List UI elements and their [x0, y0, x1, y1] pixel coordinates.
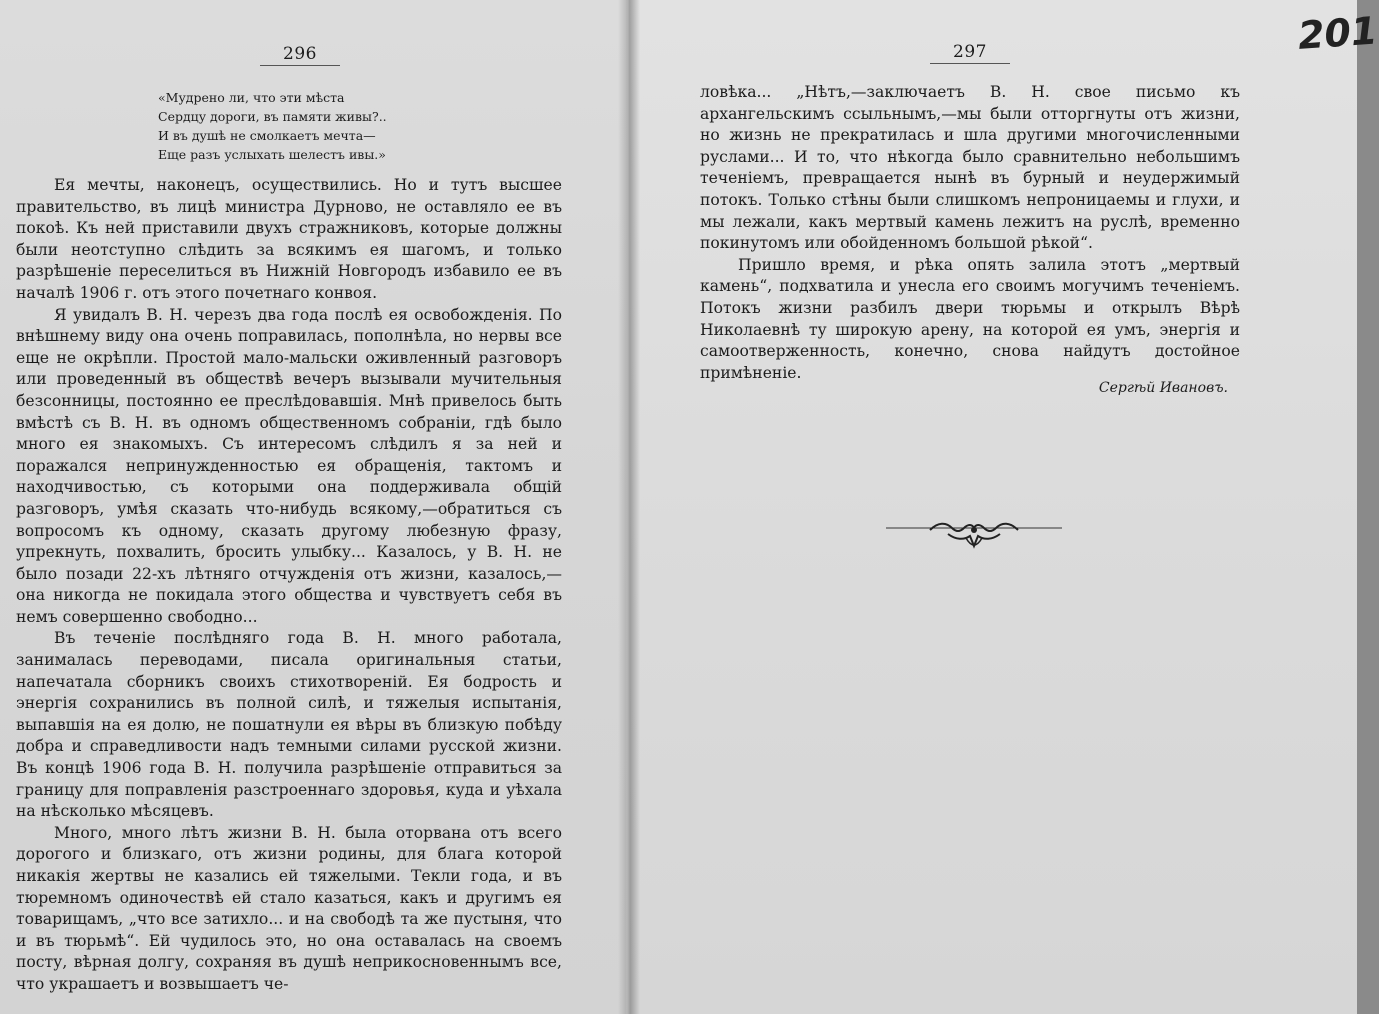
paragraph: ловѣка... „Нѣтъ,—заключаетъ В. Н. свое письмо къ архангельскимъ ссыльнымъ,—мы были отторгнуты отъ жизни, но жизнь не прекратилась и шла другими многочисленными руслами... И то, что нѣкогда было сравнительно небольшимъ теченіемъ, превращается нынѣ въ бурный и неудержимый потокъ. Только стѣны были слишкомъ непроницаемы и глухи, и мы лежали, какъ мертвый камень лежитъ на руслѣ, временно покинутомъ или обойденномъ большой рѣкой“. [700, 83, 1240, 253]
handwritten-page-number: 201 [1296, 8, 1379, 58]
poem-line: «Мудрено ли, что эти мѣста [158, 90, 345, 105]
paragraph: Въ теченіе послѣдняго года В. Н. много работала, занималась переводами, писала оригинальныя статьи, напечатала сборникъ своихъ стихотвореній. Ея бодрость и энергія сохранились въ полной силѣ, и тяжелыя испытанія, выпавшія на ея долю, не пошатнули ея вѣры въ близкую побѣду добра и справедливости надъ темными силами русской жизни. Въ концѣ 1906 года В. Н. получила разрѣшеніе отправиться за границу для поправленія разстроеннаго здоровья, куда и уѣхала на нѣсколько мѣсяцевъ. [16, 629, 562, 821]
left-page [0, 0, 626, 1014]
right-text-column [700, 82, 1240, 384]
paragraph: Много, много лѣтъ жизни В. Н. была оторвана отъ всего дорогого и близкаго, отъ жизни родины, для блага которой никакія жертвы не казались ей тяжелыми. Текли года, и въ тюремномъ одиночествѣ ей стало казаться, какъ и другимъ ея товарищамъ, „что все затихло... и на свободѣ та же пустыня, что и въ тюрьмѣ“. Ей чудилось это, но она оставалась на своемъ посту, вѣрная долгу, сохраняя въ душѣ неприкосновеннымъ все, что украшаетъ и возвышаетъ че- [16, 823, 562, 993]
left-text-column [16, 175, 562, 996]
paragraph: Я увидалъ В. Н. черезъ два года послѣ ея освобожденія. По внѣшнему виду она очень поправилась, пополнѣла, но нервы все еще не окрѣпли. Простой мало-мальски оживленный разговоръ или проведенный въ обществѣ вечеръ вызывали мучительныя безсонницы, постоянно ее преслѣдовавшія. Мнѣ привелось быть вмѣстѣ съ В. Н. въ одномъ общественномъ собраніи, гдѣ было много ея знакомыхъ. Съ интересомъ слѣдилъ я за ней и поражался непринужденностью ея обращенія, тактомъ и находчивостью, съ которыми она поддерживала общій разговоръ, умѣя сказать что-нибудь всякому,—обратиться съ вопросомъ къ одному, сказать другому любезную фразу, упрекнуть, похвалить, бросить улыбку... Казалось, у В. Н. не было позади 22-хъ лѣтняго отчужденія отъ жизни, казалось,—она никогда не покидала этого общества и чувствуетъ себя въ немъ совершенно свободно... [16, 305, 562, 626]
author-signature: Сергѣй Ивановъ. [1098, 380, 1228, 396]
page-number-left: 296 [260, 44, 340, 66]
decorative-flourish-icon [886, 516, 1062, 556]
poem-line: Сердцу дороги, въ памяти живы?.. [158, 109, 387, 124]
book-gutter [618, 0, 640, 1014]
paragraph: Пришло время, и рѣка опять залила этотъ „мертвый камень“, подхватила и унесла его своимъ могучимъ теченіемъ. Потокъ жизни разбилъ двери тюрьмы и открылъ Вѣрѣ Николаевнѣ ту широкую арену, на которой ея умъ, энергія и самоотверженность, конечно, снова найдутъ достойное примѣненіе. [700, 255, 1240, 382]
right-page [630, 0, 1379, 1014]
paragraph: Ея мечты, наконецъ, осуществились. Но и тутъ высшее правительство, въ лицѣ министра Дурново, не оставляло ее въ покоѣ. Къ ней приставили двухъ стражниковъ, которые должны были неотступно слѣдить за всякимъ ея шагомъ, и только разрѣшеніе переселиться въ Нижній Новгородъ избавило ее въ началѣ 1906 г. отъ этого почетнаго конвоя. [16, 176, 562, 302]
poem-line: И въ душѣ не смолкаетъ мечта— [158, 128, 376, 143]
poem-line: Еще разъ услыхать шелестъ ивы.» [158, 147, 386, 162]
page-number-right: 297 [930, 42, 1010, 64]
epigraph-poem [158, 88, 408, 164]
